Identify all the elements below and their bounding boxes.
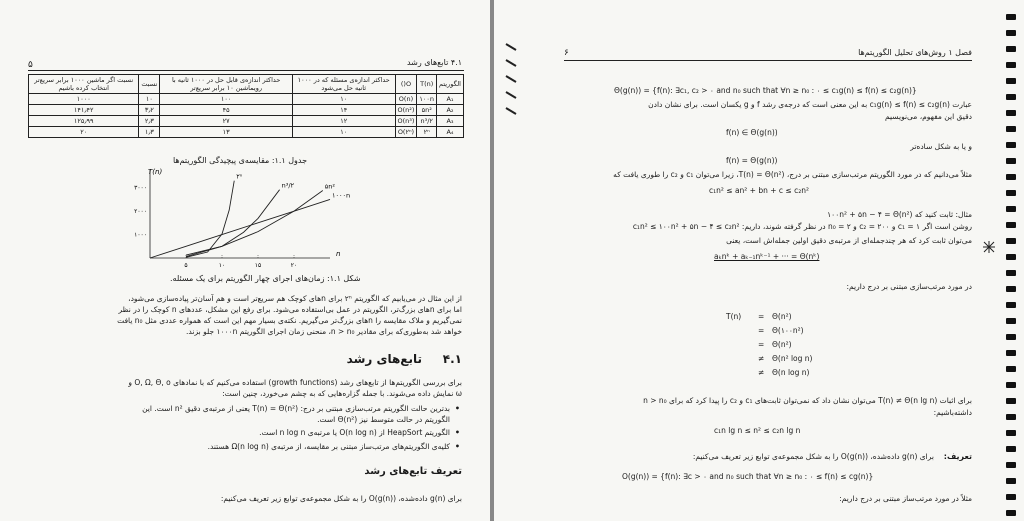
table-header: حداکثر اندازه‌ی مسئله که در ۱۰۰۰ ثانیه حل می‌شود <box>292 75 395 94</box>
table-cell: ۱۰ <box>139 94 160 105</box>
series-label: ۲ⁿ <box>236 172 243 181</box>
formula: f(n) ∈ Θ(g(n)) <box>726 128 778 137</box>
bullet-item: الگوریتم HeapSort از O(n log n) یا مرتبه‌ی n log n است. <box>259 428 450 437</box>
bullet-marker: • <box>454 428 460 437</box>
formula: c₁n² ≤ an² + bn + c ≤ c₂n² <box>709 186 809 195</box>
table-cell: ۲۷ <box>160 116 293 127</box>
table-header: نسبت <box>139 75 160 94</box>
table-row <box>29 127 464 138</box>
table-header: الگوریتم <box>437 75 464 94</box>
text-line: مثال: ثابت کنید که ۱۰۰n² + ۵n − ۴ = Θ(n²) <box>827 210 972 219</box>
table-cell: O(۲ⁿ) <box>395 127 417 138</box>
equation-rhs: Θ(۱۰۰n²) <box>772 326 804 335</box>
equation-lhs: T(n) <box>726 312 742 321</box>
y-axis-label: T(n) <box>148 168 163 176</box>
running-head: فصل ۱ روش‌های تحلیل الگوریتم‌ها <box>858 48 972 57</box>
table-cell: ۲۰ <box>29 127 139 138</box>
text-line: و یا به شکل ساده‌تر <box>910 142 972 151</box>
def-theta: Θ(g(n)) = {f(n): ∃c₁, c₂ > ۰ and n₀ such that ∀n ≥ n₀ : ۰ ≤ c₁g(n) ≤ f(n) ≤ c₂g(n)} <box>614 86 917 95</box>
header-rule <box>28 70 464 71</box>
complexity-table <box>28 74 464 138</box>
table-cell: ۱٫۳ <box>139 127 160 138</box>
series-line <box>186 191 323 256</box>
table-header: T(n) <box>417 75 437 94</box>
table-header: O() <box>395 75 417 94</box>
series-label: ۱۰۰۰n <box>332 191 350 200</box>
equation-op: = <box>758 312 765 321</box>
last-line: برای g(n) داده‌شده، O(g(n)) را به شکل مجموعه‌ی توابع زیر تعریف می‌کنیم: <box>220 494 462 503</box>
table-cell: ۱۴ <box>292 105 395 116</box>
table-caption: جدول ۱.۱: مقایسه‌ی پیچیدگی الگوریتم‌ها <box>172 156 308 165</box>
text-line: برای g(n) داده‌شده، O(g(n)) را به شکل مجموعه‌ی توابع زیر تعریف می‌کنیم: <box>692 452 934 461</box>
text-line: دقیق این مفهوم، می‌نویسیم <box>885 112 972 121</box>
text-line: می‌توان ثابت کرد که هر چندجمله‌ای از مرتبه‌ی دقیق اولین جمله‌اش است، یعنی <box>726 236 972 245</box>
table-cell: ۱۰ <box>292 94 395 105</box>
def-big-o: O(g(n)) = {f(n): ∃c > ۰ and n₀ such that ∀n ≥ n₀ : ۰ ≤ f(n) ≤ cg(n)} <box>622 472 874 481</box>
table-cell: ۵n² <box>417 105 437 116</box>
section-intro-line: ω نمایش داده می‌شوند. با جمله گزاره‌هایی که به چشم می‌خورد، چنین است: <box>222 389 462 398</box>
x-tick-label: ۱۰ <box>218 262 226 269</box>
equation-rhs: Θ(n² log n) <box>772 354 813 363</box>
text-line: عبارت c₁g(n) ≤ f(n) ≤ c₂g(n) به این معنی است که درجه‌ی رشد f و g یکسان است. برای نشان دادن <box>648 100 972 109</box>
formula: aₖnᵏ + aₖ₋₁nᵏ⁻¹ + ··· = Θ(nᵏ) <box>714 252 820 261</box>
table-header-row <box>29 75 464 94</box>
equation-op: = <box>758 326 765 335</box>
table-row <box>29 94 464 105</box>
equation-op: = <box>758 340 765 349</box>
bullet-marker: • <box>454 442 460 451</box>
table-header: حداکثر اندازه‌ی قابل حل در ۱۰۰۰ ثانیه با رویماشین ۱۰ برابر سریع‌تر <box>160 75 293 94</box>
y-tick-label: ۱۰۰۰ <box>134 231 147 239</box>
table-cell: ۱۴۱٫۴۲ <box>29 105 139 116</box>
chart-axes <box>150 170 330 258</box>
y-tick-label: ۲۰۰۰ <box>134 208 147 216</box>
text-line: روشن است اگر c₁ = ۱ و c₂ = ۲۰۰ و n₀ = ۲ در نظر گرفته شوند، داریم: c₁n² ≤ ۱۰۰n² + ۵n − ۴ ≤ c₂n² <box>632 222 972 231</box>
text-line: در مورد مرتب‌سازی مبتنی بر درج داریم: <box>846 282 972 291</box>
page-number: ۵ <box>28 60 33 70</box>
y-tick-label: ۳۰۰۰ <box>134 184 147 192</box>
equation-op: ≠ <box>758 368 765 377</box>
table-cell: ۱۰۰ <box>160 94 293 105</box>
bullet-item: کلیه‌ی الگوریتم‌های مرتب‌ساز مبتنی بر مقایسه، از مرتبه‌ی Ω(n log n) هستند. <box>207 442 450 451</box>
bullet-marker: • <box>454 404 460 413</box>
binding-marks <box>502 40 522 120</box>
table-cell: ۲ⁿ <box>417 127 437 138</box>
star-annotation-icon <box>982 240 996 254</box>
formula: f(n) = Θ(g(n)) <box>726 156 778 165</box>
table-row <box>29 105 464 116</box>
text-line: مثلاً می‌دانیم که در مورد الگوریتم مرتب‌سازی مبتنی بر درج، T(n) = Θ(n²)، زیرا می‌توان c₁ و c₂ را طوری یافت که <box>613 170 972 179</box>
equation-rhs: Θ(n²) <box>772 312 792 321</box>
text-line: برای اثبات T(n) ≠ Θ(n lg n) می‌توان نشان داد که نمی‌توان ثابت‌های c₁ و c₂ را پیدا کرد که برای n > n₀ <box>643 396 972 405</box>
section-intro-line: برای بررسی الگوریتم‌ها از تابع‌های رشد (growth functions) استفاده می‌کنیم که با نمادهای O, Ω, Θ, o و <box>128 378 462 387</box>
table-cell: n³/۲ <box>417 116 437 127</box>
table-cell: O(n³) <box>395 116 417 127</box>
bullet-item: الگوریتم در حالت متوسط نیز Θ(n²) است. <box>317 415 450 424</box>
series-label: n³/۲ <box>281 181 295 190</box>
chart-series <box>150 181 330 258</box>
table-cell: O(n) <box>395 94 417 105</box>
page-number: ۶ <box>564 48 569 58</box>
table-row <box>29 116 464 127</box>
x-tick-label: ۵ <box>184 262 188 269</box>
paragraph-line: اما برای nهای بزرگ‌تر، الگوریتم در عمل بی‌استفاده می‌شود. برای رفع این مشکل، عددهای n کوچک را در نظر <box>118 305 462 314</box>
x-axis-label: n <box>336 250 341 258</box>
table-cell: A₁ <box>437 94 464 105</box>
right-page <box>494 0 1024 521</box>
text-line: داشته‌باشیم: <box>933 408 972 417</box>
table-cell: A₄ <box>437 127 464 138</box>
series-line <box>186 190 280 257</box>
table-cell: ۱۰۰n <box>417 94 437 105</box>
x-tick-label: ۱۵ <box>254 262 262 269</box>
series-line <box>150 199 330 258</box>
table-cell: ۲٫۳ <box>139 116 160 127</box>
paragraph-line: از این مثال در می‌یابیم که الگوریتم ۲ⁿ برای nهای کوچک هم سریع‌تر است و هم آسان‌تر پیاده‌سازی می‌شود، <box>128 294 462 303</box>
subheading: تعریف تابع‌های رشد <box>364 466 462 477</box>
table-header: نسبت اگر ماشین ۱۰۰۰ برابر سریع‌تر انتخاب کرده باشیم <box>29 75 139 94</box>
formula: c₁n lg n ≤ n² ≤ c₂n lg n <box>714 426 801 435</box>
text-line: مثلاً در مورد مرتب‌ساز مبتنی بر درج داریم: <box>839 494 972 503</box>
equation-rhs: Θ(n log n) <box>772 368 810 377</box>
table-cell: ۳٫۲ <box>139 105 160 116</box>
x-tick-label: ۲۰ <box>290 262 298 269</box>
left-page <box>0 0 490 521</box>
running-time-chart <box>130 166 350 278</box>
chart-labels <box>134 168 350 269</box>
equation-op: ≠ <box>758 354 765 363</box>
table-cell: ۱۰ <box>292 127 395 138</box>
table-cell: A₂ <box>437 105 464 116</box>
table-cell: O(n²) <box>395 105 417 116</box>
bullet-item: بدترین حالت الگوریتم مرتب‌سازی مبتنی بر درج: T(n) = Θ(n²) یعنی از مرتبه‌ی دقیق n² است. این <box>142 404 450 413</box>
header-rule <box>564 60 972 61</box>
equation-rhs: Θ(n²) <box>772 340 792 349</box>
table-cell: ۱۲۵٫۹۹ <box>29 116 139 127</box>
figure-caption: شکل ۱.۱: زمان‌های اجرای چهار الگوریتم برای یک مسئله. <box>170 274 361 283</box>
paragraph-line: نمی‌گیریم و ملاک مقایسه را nهای بزرگ‌تر می‌گیریم. نکته‌ی بسیار مهم این است که همواره عددی مثل n₀ یافت <box>117 316 462 325</box>
definition-label: تعریف: <box>943 452 972 461</box>
series-label: ۵n² <box>324 182 336 191</box>
table-cell: ۱۰۰۰ <box>29 94 139 105</box>
running-head: ۴.۱ تابع‌های رشد <box>406 58 462 67</box>
series-line <box>186 181 234 258</box>
table-cell: ۱۳ <box>160 127 293 138</box>
paragraph-line: خواهد شد به‌طوری‌که برای مقادیر n > n₀، منحنی زمان اجرای الگوریتم ۱۰۰۰n جلو بزند. <box>186 327 462 336</box>
table-cell: ۴۵ <box>160 105 293 116</box>
table-cell: A₃ <box>437 116 464 127</box>
section-number: ۴.۱ <box>442 352 462 366</box>
section-title: تابع‌های رشد <box>346 352 422 366</box>
table-cell: ۱۲ <box>292 116 395 127</box>
spiral-binding <box>998 0 1024 521</box>
